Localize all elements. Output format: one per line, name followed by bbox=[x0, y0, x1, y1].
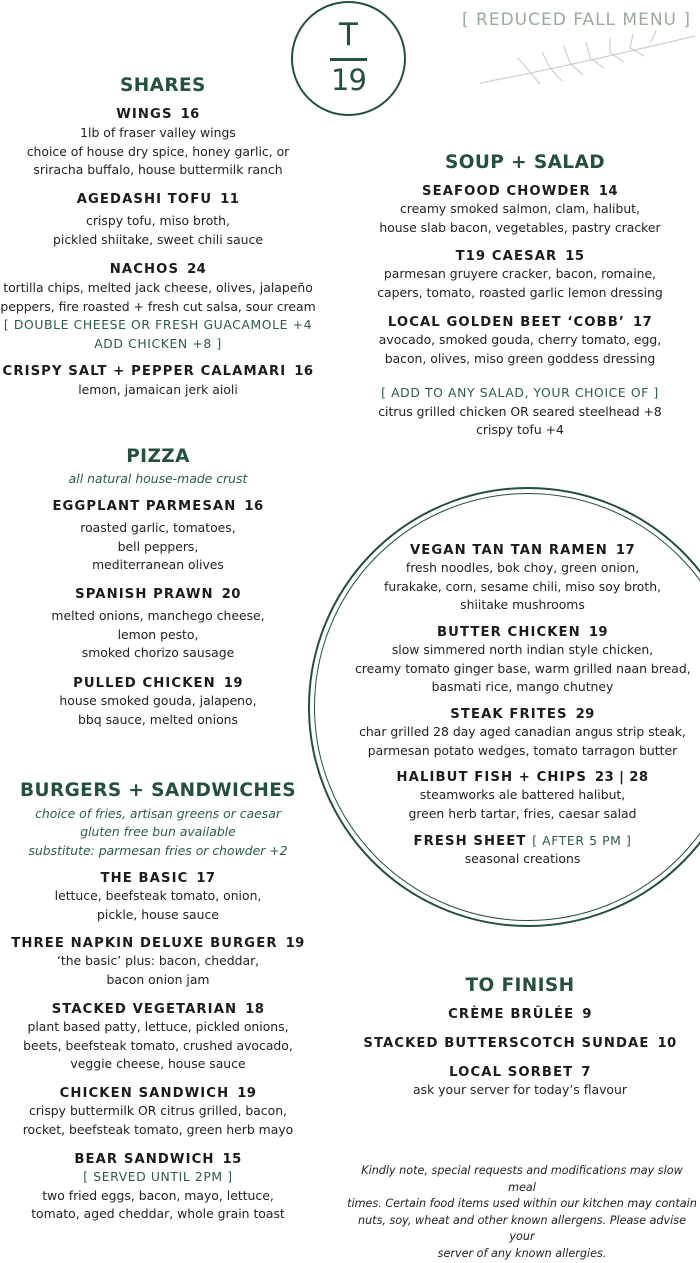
allergy-note-line: nuts, soy, wheat and other known allergens. Please advise your bbox=[358, 1213, 686, 1244]
logo-divider bbox=[330, 58, 367, 61]
item-price: 16 bbox=[294, 364, 314, 379]
item-name: HALIBUT FISH + CHIPS bbox=[396, 770, 587, 785]
item-desc: ‘the basic’ plus: bacon, cheddar, bbox=[56, 953, 260, 968]
section-title-soup-salad: SOUP + SALAD bbox=[445, 152, 605, 173]
item-desc: beets, beefsteak tomato, crushed avocado, bbox=[23, 1037, 293, 1053]
menu-item bbox=[0, 1152, 316, 1224]
item-desc: basmati rice, mango chutney bbox=[431, 679, 614, 695]
item-desc: lemon pesto, bbox=[117, 626, 199, 642]
item-addon: [ DOUBLE CHEESE OR FRESH GUACAMOLE +4 bbox=[3, 317, 313, 333]
item-price: 17 bbox=[615, 543, 636, 558]
allergy-note-line: times. Certain food items used within our kitchen may contain bbox=[347, 1197, 697, 1211]
item-desc: lemon, jamaican jerk aioli bbox=[78, 382, 238, 397]
item-price: 29 bbox=[575, 707, 595, 722]
menu-item bbox=[355, 833, 690, 869]
item-name: STEAK FRITES bbox=[450, 707, 568, 722]
item-desc: fresh noodles, bok choy, green onion, bbox=[405, 560, 640, 575]
item-name: PULLED CHICKEN bbox=[73, 676, 216, 691]
item-desc: crispy buttermilk OR citrus grilled, bacon, bbox=[29, 1103, 287, 1118]
item-desc: house slab bacon, vegetables, pastry cracker bbox=[379, 219, 661, 235]
item-name: NACHOS bbox=[109, 262, 180, 277]
item-name: CRÈME BRÛLÉE bbox=[448, 1007, 575, 1022]
item-name: SPANISH PRAWN bbox=[75, 587, 214, 602]
item-desc: sriracha buffalo, house buttermilk ranch bbox=[33, 162, 283, 178]
menu-item bbox=[0, 192, 316, 249]
item-price: 16 bbox=[180, 107, 200, 122]
allergy-note-line: Kindly note, special requests and modifications may slow meal bbox=[361, 1164, 683, 1194]
item-name: BEAR SANDWICH bbox=[74, 1152, 215, 1167]
allergy-note-line: server of any known allergies. bbox=[437, 1246, 607, 1260]
item-desc: house smoked gouda, jalapeno, bbox=[59, 693, 257, 708]
item-name: STACKED VEGETARIAN bbox=[51, 1002, 238, 1017]
item-desc: steamworks ale battered halibut, bbox=[419, 787, 626, 802]
item-desc: two fried eggs, bacon, mayo, lettuce, bbox=[42, 1187, 274, 1203]
item-price: 20 bbox=[221, 587, 241, 602]
item-price: 15 bbox=[222, 1152, 242, 1167]
item-price: 10 bbox=[657, 1036, 677, 1051]
menu-item bbox=[0, 499, 316, 575]
burgers-note: substitute: parmesan fries or chowder +2 bbox=[28, 842, 288, 858]
menu-item bbox=[0, 587, 316, 663]
section-title-pizza: PIZZA bbox=[126, 446, 190, 467]
allergy-note bbox=[346, 1163, 698, 1263]
item-name: T19 CAESAR bbox=[455, 249, 558, 264]
item-desc: pickle, house sauce bbox=[97, 906, 219, 922]
menu-item bbox=[0, 1002, 316, 1074]
menu-item bbox=[355, 770, 690, 823]
item-name: CHICKEN SANDWICH bbox=[59, 1086, 230, 1101]
item-desc: bacon, olives, miso green goddess dressing bbox=[384, 350, 656, 366]
menu-item bbox=[355, 625, 690, 697]
item-desc: choice of house dry spice, honey garlic, or bbox=[26, 143, 290, 159]
item-name: STACKED BUTTERSCOTCH SUNDAE bbox=[363, 1036, 650, 1051]
menu-item bbox=[345, 184, 695, 237]
salad-addon-line: crispy tofu +4 bbox=[476, 422, 564, 438]
item-desc: smoked chorizo sausage bbox=[81, 645, 235, 661]
branch-sketch-icon bbox=[470, 28, 700, 90]
menu-item bbox=[345, 315, 695, 368]
item-addon: ADD CHICKEN +8 ] bbox=[94, 335, 222, 351]
burgers-note: gluten free bun available bbox=[80, 824, 236, 840]
item-desc: avocado, smoked gouda, cherry tomato, egg, bbox=[378, 332, 662, 347]
burgers-notes bbox=[0, 805, 316, 860]
item-note: [ SERVED UNTIL 2PM ] bbox=[83, 1169, 233, 1184]
item-name: BUTTER CHICKEN bbox=[437, 625, 581, 640]
item-price: 11 bbox=[220, 192, 240, 207]
menu-item bbox=[350, 1065, 690, 1100]
salad-addon-title: [ ADD TO ANY SALAD, YOUR CHOICE OF ] bbox=[381, 385, 659, 400]
item-price: 15 bbox=[565, 249, 585, 264]
item-name: LOCAL GOLDEN BEET ‘COBB’ bbox=[387, 315, 625, 330]
menu-item bbox=[355, 707, 690, 760]
item-price: 23 | 28 bbox=[594, 770, 649, 785]
menu-item bbox=[0, 871, 316, 924]
item-name: THREE NAPKIN DELUXE BURGER bbox=[11, 936, 278, 951]
section-title-to-finish: TO FINISH bbox=[465, 975, 575, 996]
menu-item bbox=[350, 1007, 690, 1022]
menu-item bbox=[345, 249, 695, 302]
item-price: 18 bbox=[245, 1002, 265, 1017]
item-desc: roasted garlic, tomatoes, bbox=[80, 520, 236, 535]
item-price: 7 bbox=[581, 1065, 591, 1080]
item-desc: mediterranean olives bbox=[92, 557, 224, 573]
item-desc: tomato, aged cheddar, whole grain toast bbox=[31, 1206, 285, 1222]
item-desc: furakake, corn, sesame chili, miso soy broth, bbox=[383, 578, 662, 594]
item-name: SEAFOOD CHOWDER bbox=[422, 184, 591, 199]
item-price: 17 bbox=[196, 871, 216, 886]
item-name: EGGPLANT PARMESAN bbox=[52, 499, 237, 514]
item-name: THE BASIC bbox=[100, 871, 189, 886]
item-desc: creamy smoked salmon, clam, halibut, bbox=[400, 201, 640, 216]
item-desc: parmesan potato wedges, tomato tarragon butter bbox=[367, 742, 678, 758]
logo-top-text: T bbox=[339, 17, 358, 53]
item-desc: peppers, fire roasted + fresh cut salsa, sour cream bbox=[0, 298, 316, 314]
item-name: WINGS bbox=[116, 107, 173, 122]
item-desc: bell peppers, bbox=[117, 538, 199, 554]
menu-label: [ REDUCED FALL MENU ] bbox=[462, 10, 692, 30]
item-price: 19 bbox=[588, 625, 608, 640]
item-price: 19 bbox=[285, 936, 305, 951]
item-note: [ AFTER 5 PM ] bbox=[532, 833, 632, 848]
item-desc: pickled shiitake, sweet chili sauce bbox=[53, 231, 263, 247]
item-desc: plant based patty, lettuce, pickled onions, bbox=[27, 1019, 289, 1034]
item-desc: lettuce, beefsteak tomato, onion, bbox=[54, 888, 262, 903]
section-title-burgers: BURGERS + SANDWICHES bbox=[20, 780, 296, 801]
item-desc: creamy tomato ginger base, warm grilled naan bread, bbox=[355, 660, 691, 676]
section-subtitle-pizza: all natural house-made crust bbox=[68, 471, 248, 486]
item-name: LOCAL SORBET bbox=[449, 1065, 574, 1080]
menu-item bbox=[350, 1036, 690, 1051]
logo-bottom-text: 19 bbox=[331, 63, 366, 97]
item-name: VEGAN TAN TAN RAMEN bbox=[409, 543, 608, 558]
item-price: 9 bbox=[582, 1007, 592, 1022]
item-desc: seasonal creations bbox=[464, 851, 581, 866]
burgers-note: choice of fries, artisan greens or caesar bbox=[35, 806, 281, 821]
item-desc: crispy tofu, miso broth, bbox=[86, 213, 230, 228]
item-desc: ask your server for today’s flavour bbox=[413, 1082, 627, 1097]
item-desc: tortilla chips, melted jack cheese, olives, jalapeño bbox=[3, 280, 313, 295]
item-name: FRESH SHEET bbox=[413, 834, 527, 849]
item-desc: char grilled 28 day aged canadian angus strip steak, bbox=[359, 724, 686, 739]
item-desc: 1lb of fraser valley wings bbox=[80, 125, 236, 140]
salad-addon-line: citrus grilled chicken OR seared steelhead +8 bbox=[378, 403, 662, 419]
item-desc: bacon onion jam bbox=[106, 971, 210, 987]
item-desc: parmesan gruyere cracker, bacon, romaine, bbox=[383, 266, 657, 281]
item-price: 24 bbox=[187, 262, 207, 277]
item-desc: rocket, beefsteak tomato, green herb mayo bbox=[22, 1121, 294, 1137]
item-desc: capers, tomato, roasted garlic lemon dressing bbox=[377, 284, 663, 300]
item-price: 19 bbox=[237, 1086, 257, 1101]
item-desc: melted onions, manchego cheese, bbox=[51, 608, 265, 623]
item-name: CRISPY SALT + PEPPER CALAMARI bbox=[2, 364, 287, 379]
item-desc: shiitake mushrooms bbox=[460, 597, 585, 613]
menu-item bbox=[0, 1086, 316, 1139]
item-desc: slow simmered north indian style chicken, bbox=[391, 642, 654, 657]
item-desc: veggie cheese, house sauce bbox=[70, 1056, 246, 1072]
item-price: 19 bbox=[223, 676, 243, 691]
menu-item bbox=[0, 364, 316, 400]
menu-item bbox=[0, 676, 316, 729]
item-price: 16 bbox=[244, 499, 264, 514]
salad-addon bbox=[345, 384, 695, 440]
item-desc: bbq sauce, melted onions bbox=[78, 711, 238, 727]
menu-item bbox=[0, 262, 316, 353]
menu-item bbox=[0, 936, 316, 989]
item-price: 14 bbox=[598, 184, 618, 199]
item-price: 17 bbox=[632, 315, 653, 330]
item-name: AGEDASHI TOFU bbox=[76, 192, 213, 207]
t19-logo bbox=[291, 1, 406, 116]
section-title-shares: SHARES bbox=[120, 75, 206, 96]
menu-item bbox=[355, 543, 690, 615]
item-desc: green herb tartar, fries, caesar salad bbox=[408, 805, 637, 821]
menu-item bbox=[0, 107, 316, 180]
